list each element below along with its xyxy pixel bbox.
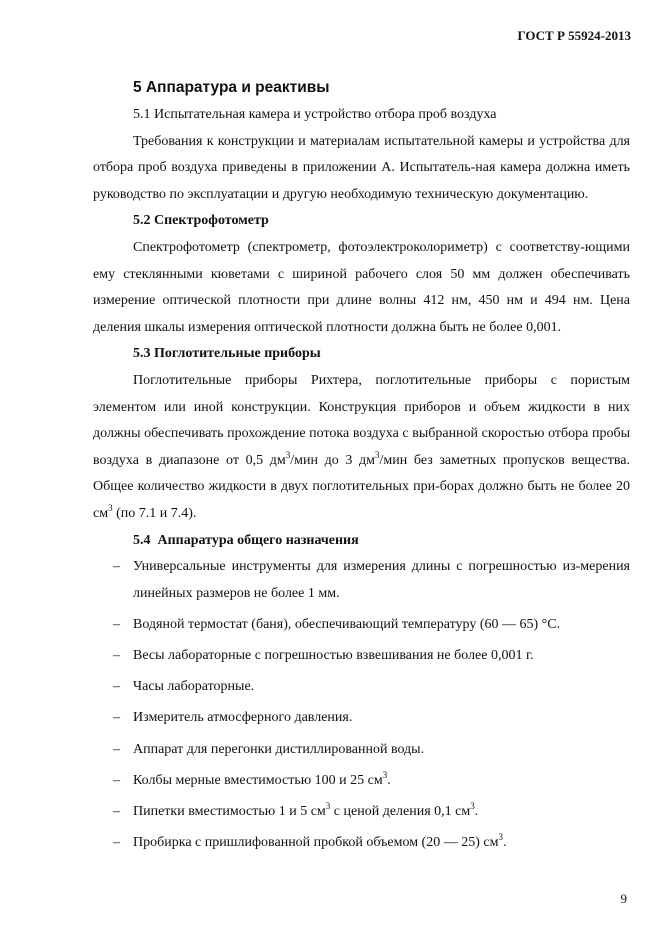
s53-sup1: 3 xyxy=(285,449,291,460)
s53-text-d: (по 7.1 и 7.4). xyxy=(112,505,197,521)
equipment-list xyxy=(93,554,630,857)
item-text: Измеритель атмосферного давления. xyxy=(133,710,353,726)
list-item xyxy=(93,554,630,607)
item-text: Весы лабораторные с погрешностью взвешивания не более 0,001 г. xyxy=(133,648,534,664)
item-sup: 3 xyxy=(382,769,388,780)
list-item xyxy=(93,612,630,639)
dash-marker: – xyxy=(113,741,120,757)
item-text: Часы лабораторные. xyxy=(133,679,255,695)
dash-marker: – xyxy=(113,616,120,632)
dash-marker: – xyxy=(113,648,120,664)
item-text-pre: Колбы мерные вместимостью 100 и 25 см xyxy=(133,772,383,788)
subsection-5-1-text: Требования к конструкции и материалам испытательной камеры и устройства для отбора проб воздуха приведены в приложении А. Испытатель-ная камера должна иметь руководство по эксплуатации и другую необходимую техническую документацию. xyxy=(93,133,630,202)
item-text: Универсальные инструменты для измерения длины с погрешностью из-мерения линейных размеров не более 1 мм. xyxy=(133,559,630,601)
item-text-pre: Пробирка с пришлифованной пробкой объемом (20 — 25) см xyxy=(133,835,499,851)
s53-sup3: 3 xyxy=(108,502,113,513)
section-title: 5 Аппаратура и реактивы xyxy=(133,79,330,96)
subsection-5-4-heading xyxy=(133,528,630,555)
s53-text-b: /мин до 3 дм xyxy=(290,452,376,468)
s54-heading-num: 5.4 xyxy=(133,532,151,548)
subsection-5-3-heading: 5.3 Поглотительные приборы xyxy=(133,346,321,362)
item-text-pre: Пипетки вместимостью 1 и 5 см xyxy=(133,804,326,819)
list-item xyxy=(93,768,630,795)
s53-sup2: 3 xyxy=(375,449,380,460)
subsection-5-3-text xyxy=(93,368,630,528)
dash-marker: – xyxy=(113,835,120,851)
dash-marker: – xyxy=(113,710,120,726)
dash-marker: – xyxy=(113,772,120,788)
list-item xyxy=(93,799,630,826)
subsection-5-1-heading: 5.1 Испытательная камера и устройство отбора проб воздуха xyxy=(133,107,497,122)
page-number: 9 xyxy=(620,891,627,906)
subsection-5-2-heading: 5.2 Спектрофотометр xyxy=(133,213,269,229)
item-text: Аппарат для перегонки дистиллированной воды. xyxy=(133,741,425,757)
dash-marker: – xyxy=(113,679,120,695)
item-text-post: . xyxy=(474,804,479,819)
item-text: Водяной термостат (баня), обеспечивающий температуру (60 — 65) °С. xyxy=(133,616,561,632)
list-item xyxy=(93,643,630,670)
list-item xyxy=(93,674,630,701)
item-sup-2: 3 xyxy=(470,801,475,811)
item-sup: 3 xyxy=(498,832,503,843)
s54-heading-text: Аппаратура общего назначения xyxy=(157,532,359,548)
dash-marker: – xyxy=(113,559,120,575)
subsection-5-2-text: Спектрофотометр (спектрометр, фотоэлектроколориметр) с соответству-ющими ему стеклянными кюветами с шириной рабочего слоя 50 мм должен обеспечивать измерение оптической плотности при длине волны 412 нм, 450 нм и 494 нм. Цена деления шкалы измерения оптической плотности должна быть не более 0,001. xyxy=(93,239,630,335)
list-item xyxy=(93,830,630,857)
s53-text-a: Поглотительные приборы Рихтера, поглотительные приборы с пористым элементом или иной конструкции. Конструкция приборов и объем жидкости в них должны обеспечивать прохождение потока воздуха с выбранной скоростью отбора пробы воздуха в диапазоне от 0,5 дм xyxy=(93,372,630,468)
dash-marker: – xyxy=(113,804,120,819)
item-sup: 3 xyxy=(325,801,331,811)
document-code: ГОСТ Р 55924-2013 xyxy=(517,28,631,43)
item-text-post: . xyxy=(387,772,391,788)
list-item xyxy=(93,737,630,764)
item-text-post: . xyxy=(502,835,507,851)
s53-text-c: /мин без заметных пропусков вещества. Общее количество жидкости в двух поглотительных при-борах должно быть не более 20 см xyxy=(93,452,630,521)
page-content xyxy=(93,74,630,861)
item-text-mid: с ценой деления 0,1 см xyxy=(330,804,471,819)
list-item xyxy=(93,705,630,732)
